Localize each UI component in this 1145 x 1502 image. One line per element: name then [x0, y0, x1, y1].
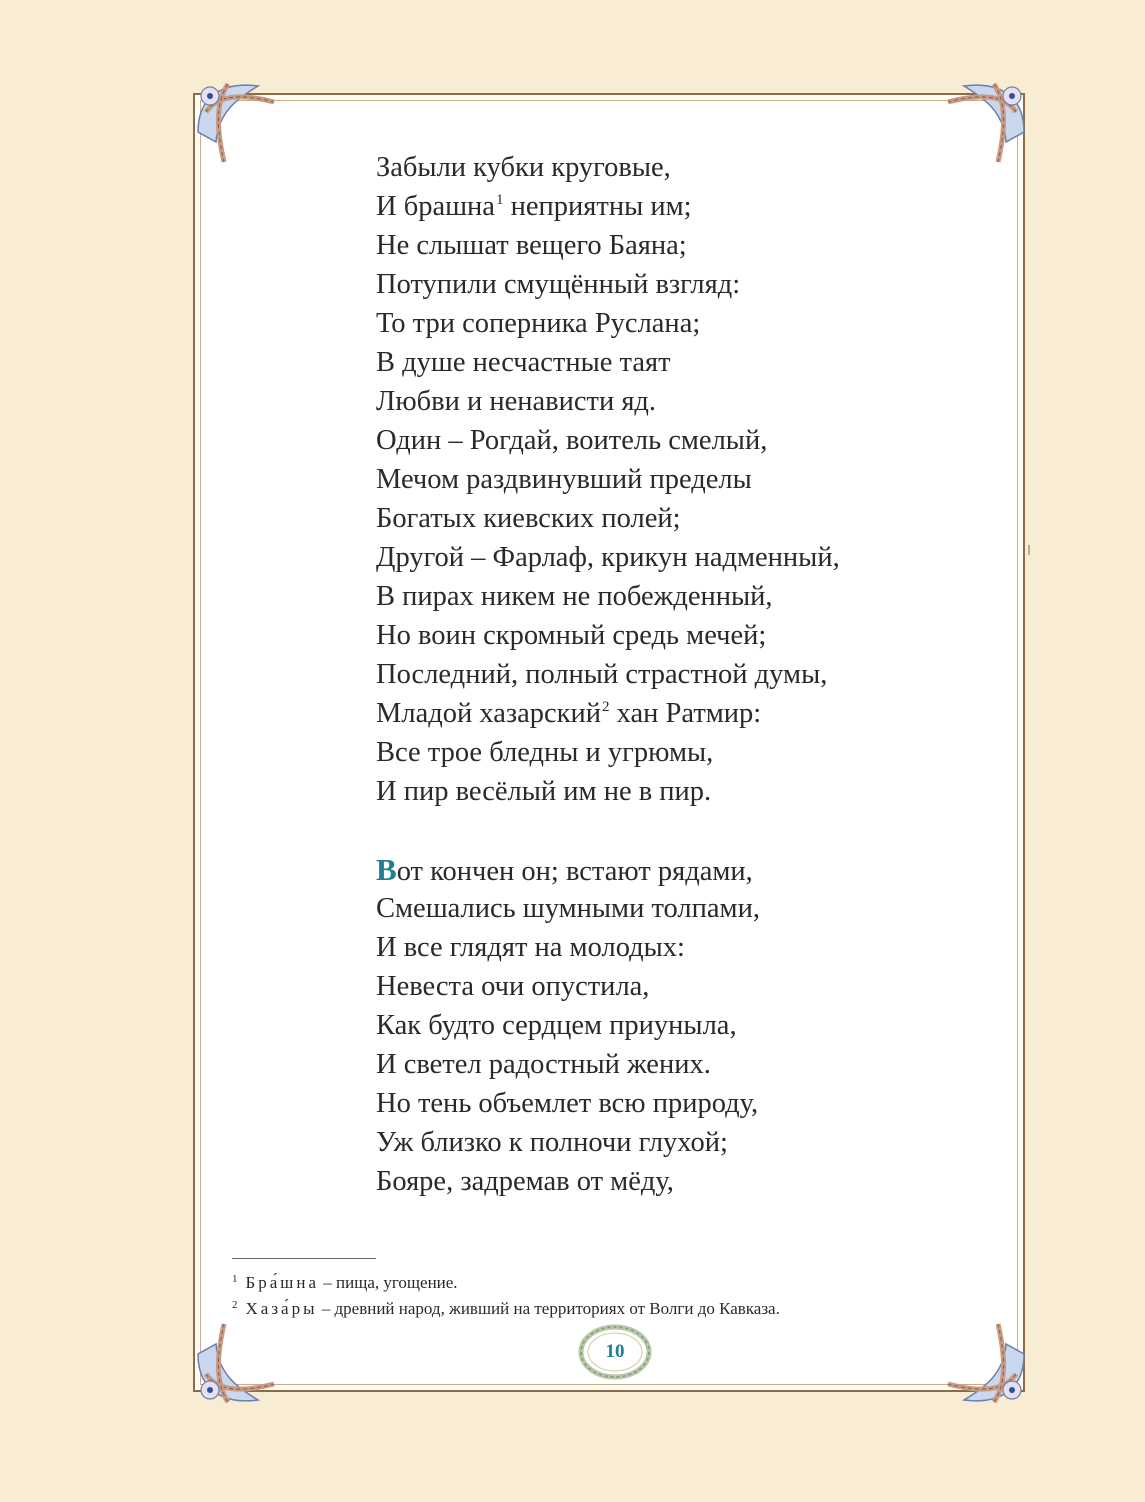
poem-line: И все глядят на молодых:	[376, 932, 685, 963]
footnote-marker-2: 2	[602, 699, 610, 715]
poem-line: Не слышат вещего Баяна;	[376, 230, 687, 261]
stanza-1	[376, 148, 976, 811]
poem-line-text: от кончен он; встают рядами,	[396, 856, 753, 887]
footnote-term: Хаза́ры	[245, 1299, 318, 1318]
poem-line: Другой – Фарлаф, крикун надменный,	[376, 542, 840, 573]
page-number-badge	[577, 1324, 653, 1380]
poem-line: И пир весёлый им не в пир.	[376, 776, 712, 807]
poem-line: Но воин скромный средь мечей;	[376, 620, 767, 651]
footnote-text: – древний народ, живший на территориях от Волги до Кавказа.	[317, 1299, 780, 1318]
poem-line	[376, 694, 976, 733]
poem-line: Потупили смущённый взгляд:	[376, 269, 741, 300]
poem-line: Но тень объемлет всю природу,	[376, 1088, 759, 1119]
edge-mark	[1028, 545, 1030, 555]
poem-line: Невеста очи опустила,	[376, 971, 650, 1002]
footnote-term: Бра́шна	[245, 1273, 320, 1292]
poem-line-text: И брашна	[376, 191, 495, 222]
poem-line: Последний, полный страстной думы,	[376, 659, 828, 690]
footnote-divider	[232, 1258, 376, 1259]
poem-line: Мечом раздвинувший пределы	[376, 464, 752, 495]
poem-text	[376, 148, 976, 1201]
poem-line-text: Младой хазарский	[376, 698, 602, 729]
ornament-corner-top-left	[188, 72, 284, 168]
ornament-corner-bottom-left	[188, 1318, 284, 1414]
footnote-number: 2	[232, 1299, 238, 1311]
poem-line: Уж близко к полночи глухой;	[376, 1127, 728, 1158]
poem-line: Богатых киевских полей;	[376, 503, 681, 534]
stanza-2	[376, 850, 976, 1201]
footnote-text: – пища, угощение.	[319, 1273, 458, 1292]
poem-line: Смешались шумными толпами,	[376, 893, 760, 924]
poem-line: Любви и ненависти яд.	[376, 386, 657, 417]
footnotes	[232, 1266, 992, 1318]
ornament-corner-bottom-right	[938, 1318, 1034, 1414]
poem-line: В душе несчастные таят	[376, 347, 671, 378]
poem-line	[376, 850, 976, 889]
poem-line: Бояре, задремав от мёду,	[376, 1166, 674, 1197]
drop-cap: В	[376, 852, 397, 887]
poem-line: И светел радостный жених.	[376, 1049, 711, 1080]
poem-line	[376, 187, 976, 226]
footnote-2	[232, 1292, 992, 1318]
footnote-1	[232, 1266, 992, 1292]
poem-line: В пирах никем не побежденный,	[376, 581, 773, 612]
footnote-marker-1: 1	[495, 192, 504, 208]
page-number: 10	[605, 1341, 625, 1362]
poem-line: Как будто сердцем приуныла,	[376, 1010, 737, 1041]
poem-line: То три соперника Руслана;	[376, 308, 701, 339]
poem-line: Один – Рогдай, воитель смелый,	[376, 425, 768, 456]
poem-line-text: хан Ратмир:	[616, 698, 762, 729]
poem-line-text: неприятны им;	[510, 191, 692, 222]
footnote-number: 1	[232, 1273, 238, 1285]
poem-line: Все трое бледны и угрюмы,	[376, 737, 714, 768]
poem-line: Забыли кубки круговые,	[376, 152, 671, 183]
